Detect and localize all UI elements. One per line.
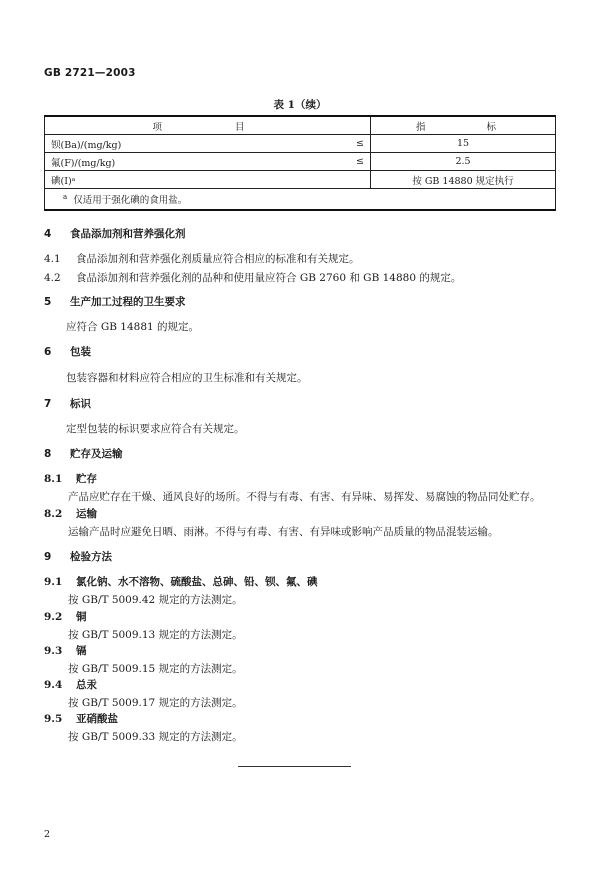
clause-9-1-heading: [44, 574, 556, 589]
column-header-value: 指 标: [371, 116, 556, 135]
clause-number: 9.1: [44, 576, 63, 588]
section-number: 8: [44, 448, 52, 460]
row-value: 2.5: [371, 153, 556, 171]
standard-code: GB 2721—2003: [44, 67, 136, 79]
section-number: 9: [44, 551, 52, 563]
clause-9-1-text: 按 GB/T 5009.42 规定的方法测定。: [68, 594, 243, 606]
clause-text: 食品添加剂和营养强化剂质量应符合相应的标准和有关规定。: [76, 253, 360, 265]
row-item: 钡(Ba)/(mg/kg): [45, 135, 337, 153]
clause-9-3-text: 按 GB/T 5009.15 规定的方法测定。: [68, 663, 243, 675]
clause-4-1: [44, 251, 556, 266]
clause-text: 食品添加剂和营养强化剂的品种和使用量应符合 GB 2760 和 GB 14880 的规定。: [76, 272, 462, 284]
row-operator: [336, 171, 371, 189]
clause-number: 9.2: [44, 611, 63, 623]
end-rule: [238, 766, 351, 767]
clause-9-2-text: 按 GB/T 5009.13 规定的方法测定。: [68, 629, 243, 641]
footnote-mark: a: [63, 192, 68, 201]
clause-number: 9.5: [44, 713, 63, 725]
clause-number: 4.2: [44, 272, 61, 284]
table-caption: 表 1（续）: [273, 99, 327, 111]
section-title: 生产加工过程的卫生要求: [70, 296, 186, 308]
section-8-heading: [44, 446, 556, 461]
section-5-text: 应符合 GB 14881 的规定。: [66, 321, 200, 333]
clause-8-1-text: 产品应贮存在干燥、通风良好的场所。不得与有毒、有害、有异味、易挥发、易腐蚀的物品同处贮存。: [68, 491, 541, 503]
clause-number: 8.2: [44, 508, 63, 520]
section-6-heading: [44, 344, 556, 359]
spec-table: [44, 115, 556, 211]
clause-9-3-heading: [44, 643, 556, 658]
clause-number: 9.3: [44, 645, 63, 657]
clause-title: 贮存: [76, 473, 97, 485]
table-header-row: [45, 116, 556, 135]
section-number: 6: [44, 346, 52, 358]
section-9-heading: [44, 549, 556, 564]
section-7-heading: [44, 396, 556, 411]
section-title: 标识: [70, 398, 91, 410]
section-title: 检验方法: [70, 551, 112, 563]
clause-8-2-heading: [44, 506, 556, 521]
clause-title: 氯化钠、水不溶物、硫酸盐、总砷、铅、钡、氟、碘: [76, 576, 318, 588]
clause-8-1-heading: [44, 471, 556, 486]
section-number: 4: [44, 228, 52, 240]
clause-title: 总汞: [76, 679, 97, 691]
clause-9-5-text: 按 GB/T 5009.33 规定的方法测定。: [68, 731, 243, 743]
clause-title: 运输: [76, 508, 97, 520]
row-value: 按 GB 14880 规定执行: [371, 171, 556, 189]
section-5-heading: [44, 294, 556, 309]
page-number: 2: [44, 829, 51, 840]
clause-9-4-text: 按 GB/T 5009.17 规定的方法测定。: [68, 697, 243, 709]
section-4-heading: [44, 226, 556, 241]
table-footnote-row: [45, 189, 556, 211]
clause-9-2-heading: [44, 609, 556, 624]
column-header-item: 项 目: [45, 116, 371, 135]
clause-8-2-text: 运输产品时应避免日晒、雨淋。不得与有毒、有害、有异味或影响产品质量的物品混装运输。: [68, 526, 499, 538]
clause-9-4-heading: [44, 677, 556, 692]
clause-4-2: [44, 270, 556, 285]
clause-number: 8.1: [44, 473, 63, 485]
table-row: [45, 171, 556, 189]
footnote-text: 仅适用于强化碘的食用盐。: [73, 195, 188, 206]
table-row: [45, 153, 556, 171]
clause-number: 9.4: [44, 679, 63, 691]
section-6-text: 包装容器和材料应符合相应的卫生标准和有关规定。: [66, 372, 308, 384]
row-operator: ≤: [336, 153, 371, 171]
section-title: 贮存及运输: [70, 448, 123, 460]
clause-number: 4.1: [44, 253, 61, 265]
table-footnote: [45, 189, 556, 211]
clause-9-5-heading: [44, 711, 556, 726]
section-title: 包装: [70, 346, 91, 358]
table-row: [45, 135, 556, 153]
row-value: 15: [371, 135, 556, 153]
row-operator: ≤: [336, 135, 371, 153]
clause-title: 亚硝酸盐: [76, 713, 118, 725]
clause-title: 铜: [76, 611, 87, 623]
row-item: 碘(I)ᵃ: [45, 171, 337, 189]
section-title: 食品添加剂和营养强化剂: [70, 228, 186, 240]
clause-title: 镉: [76, 645, 87, 657]
section-number: 7: [44, 398, 52, 410]
section-number: 5: [44, 296, 52, 308]
row-item: 氟(F)/(mg/kg): [45, 153, 337, 171]
section-7-text: 定型包装的标识要求应符合有关规定。: [66, 423, 245, 435]
